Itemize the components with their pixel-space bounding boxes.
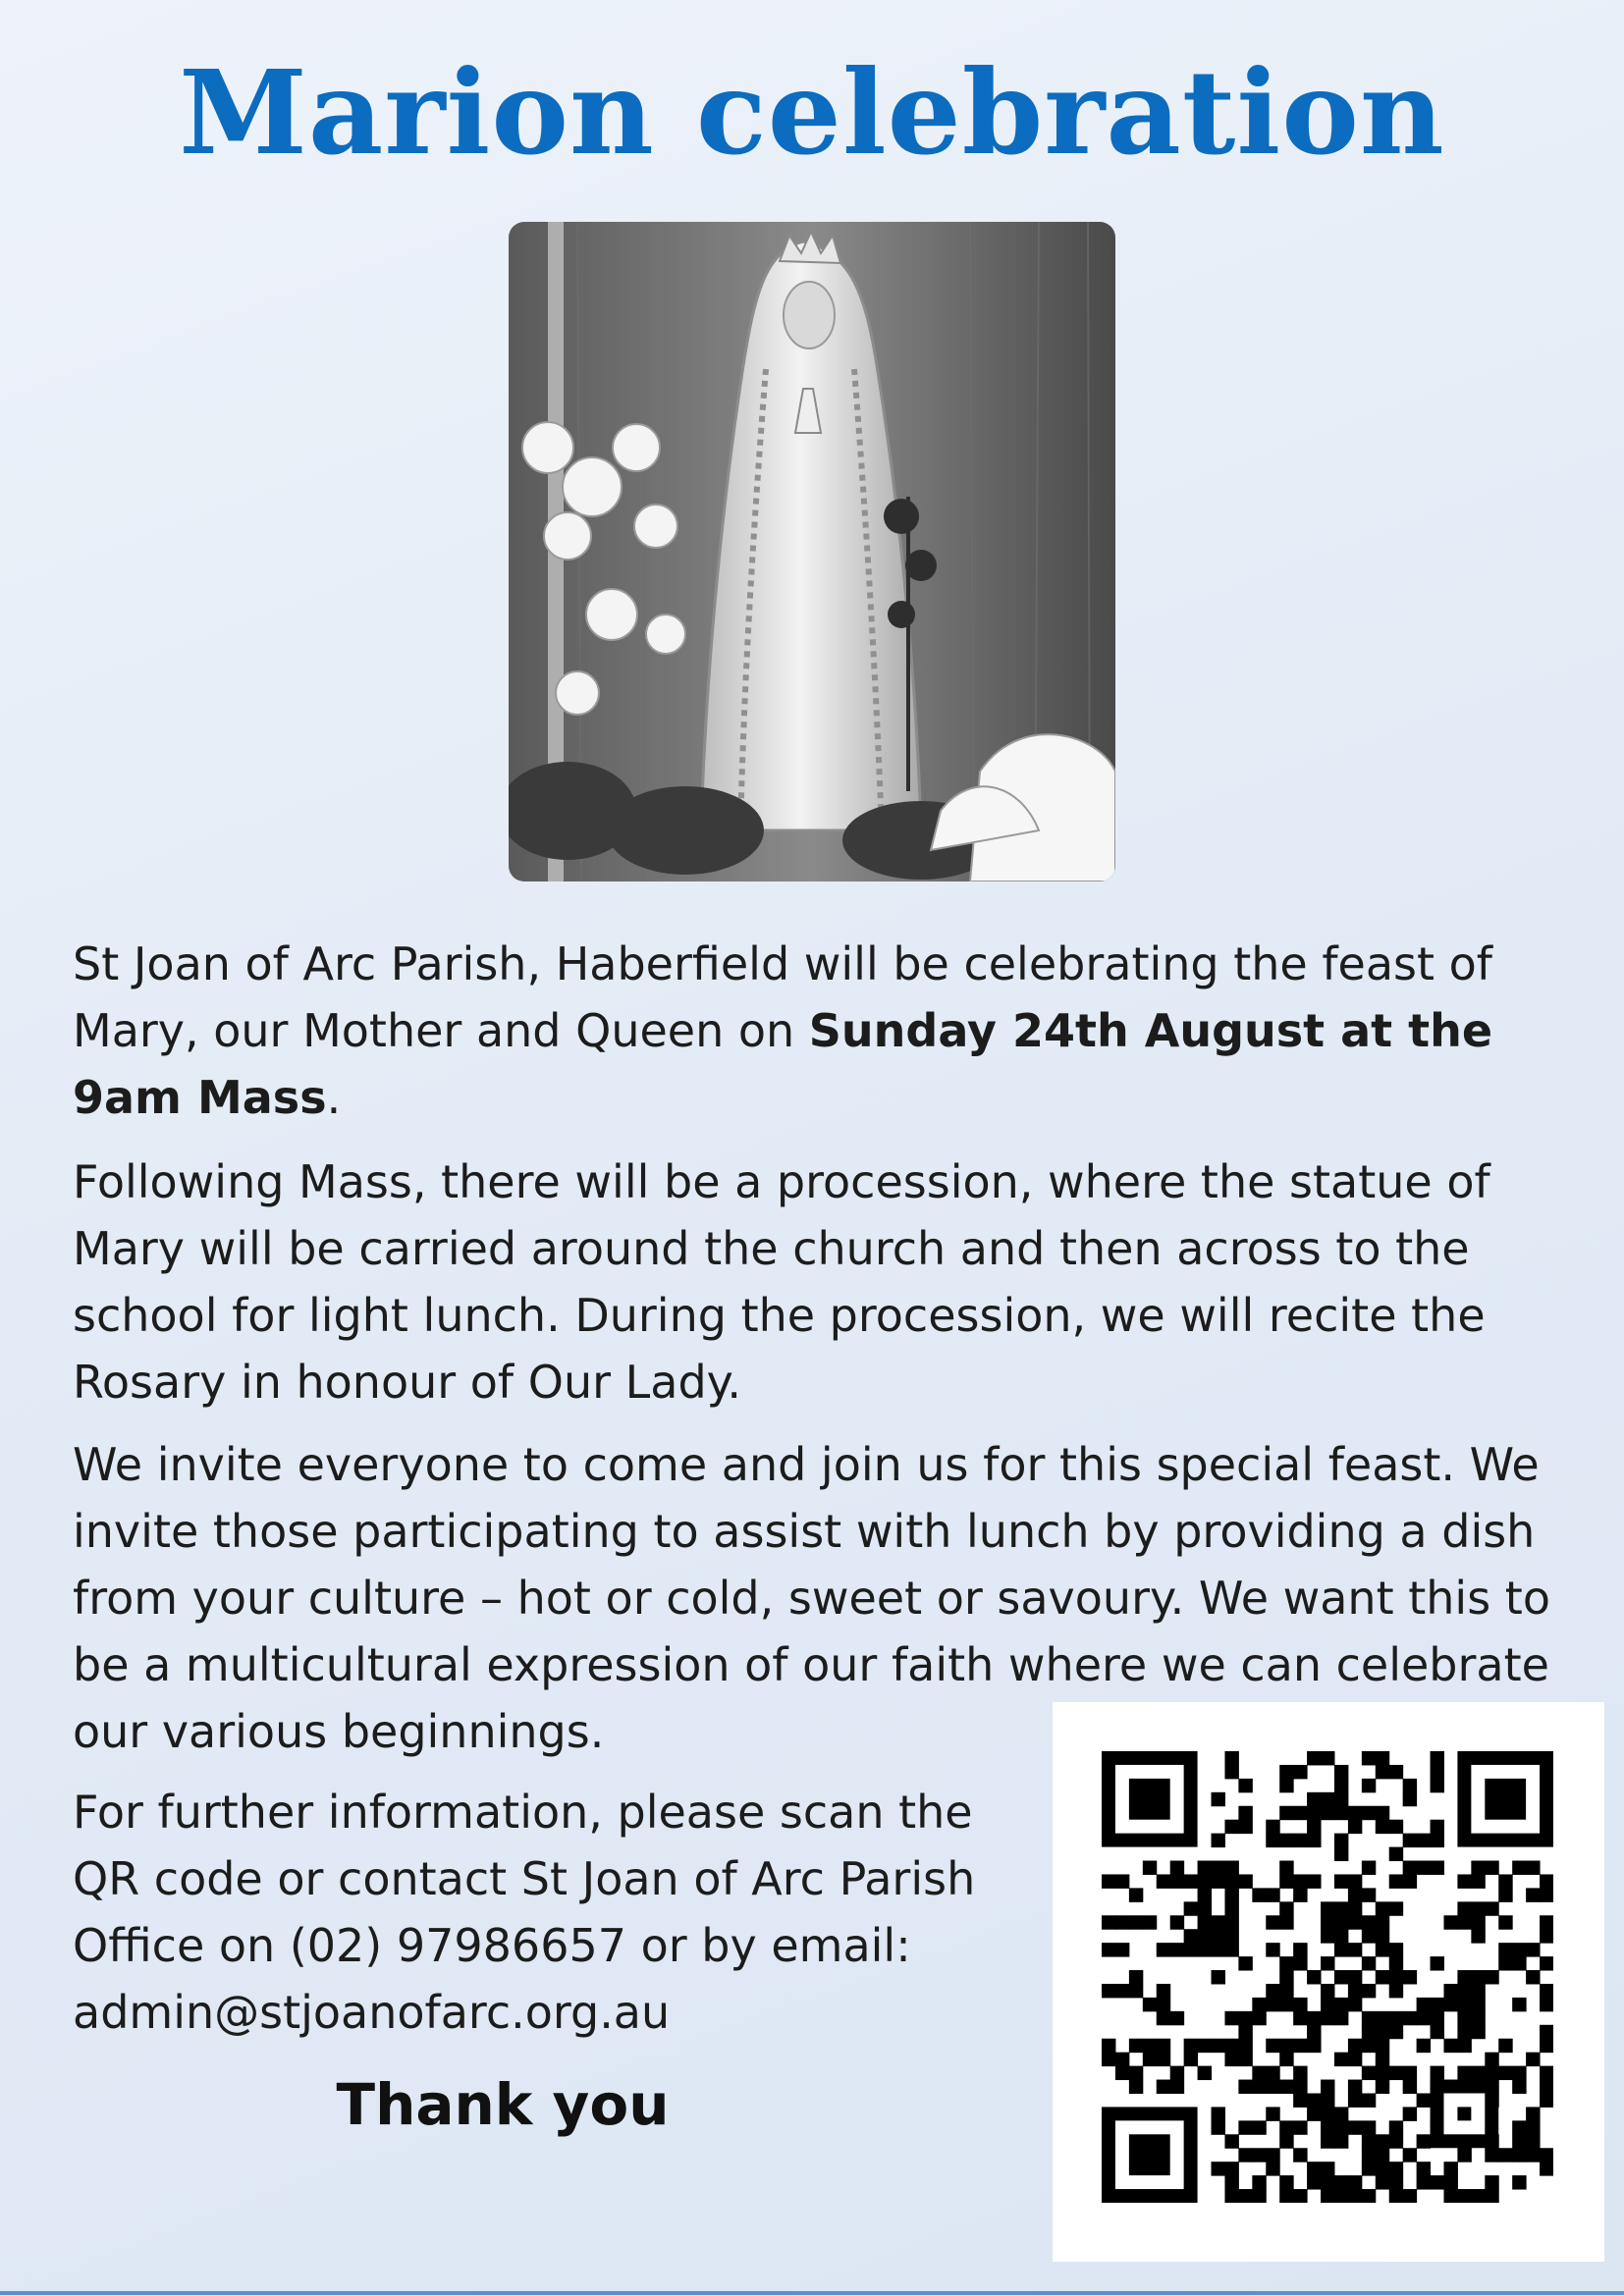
page-title: Marion celebration: [179, 44, 1445, 181]
contact-line-3: Office on (02) 97986657 or by email:: [73, 1919, 911, 1972]
contact-line-2: QR code or contact St Joan of Arc Parish: [73, 1852, 976, 1905]
procession-paragraph: Following Mass, there will be a procession, where the statue of Mary will be carried around the church and then across to the school for light lunch. During the procession, we will recite the Rosary in honour of Our Lady.: [73, 1155, 1490, 1409]
intro-end: .: [326, 1071, 342, 1124]
qr-code[interactable]: [1053, 1702, 1604, 2262]
invitation-paragraph: We invite everyone to come and join us for this special feast. We invite those participating to assist with lunch by providing a dish from your culture – hot or cold, sweet or savoury. We want this to be a multicultural expression of our faith where we can celebrate our various beginnings.: [73, 1438, 1550, 1758]
qr-code-icon: [1102, 1751, 1553, 2203]
intro-paragraph: [73, 931, 1565, 1131]
bottom-divider: [0, 2291, 1624, 2295]
contact-email[interactable]: admin@stjoanofarc.org.au: [73, 1986, 671, 2039]
contact-paragraph: [73, 1779, 1045, 2046]
event-date-time: Sunday 24th August at the 9am Mass: [73, 1004, 1493, 1124]
intro-text: St Joan of Arc Parish, Haberfield will be celebrating the feast of Mary, our Mother and Queen on: [73, 937, 1492, 1057]
thank-you-text: Thank you: [336, 2071, 670, 2138]
mary-statue-image: [509, 222, 1115, 881]
contact-line-1: For further information, please scan the: [73, 1786, 973, 1839]
statue-photo: [509, 222, 1115, 881]
